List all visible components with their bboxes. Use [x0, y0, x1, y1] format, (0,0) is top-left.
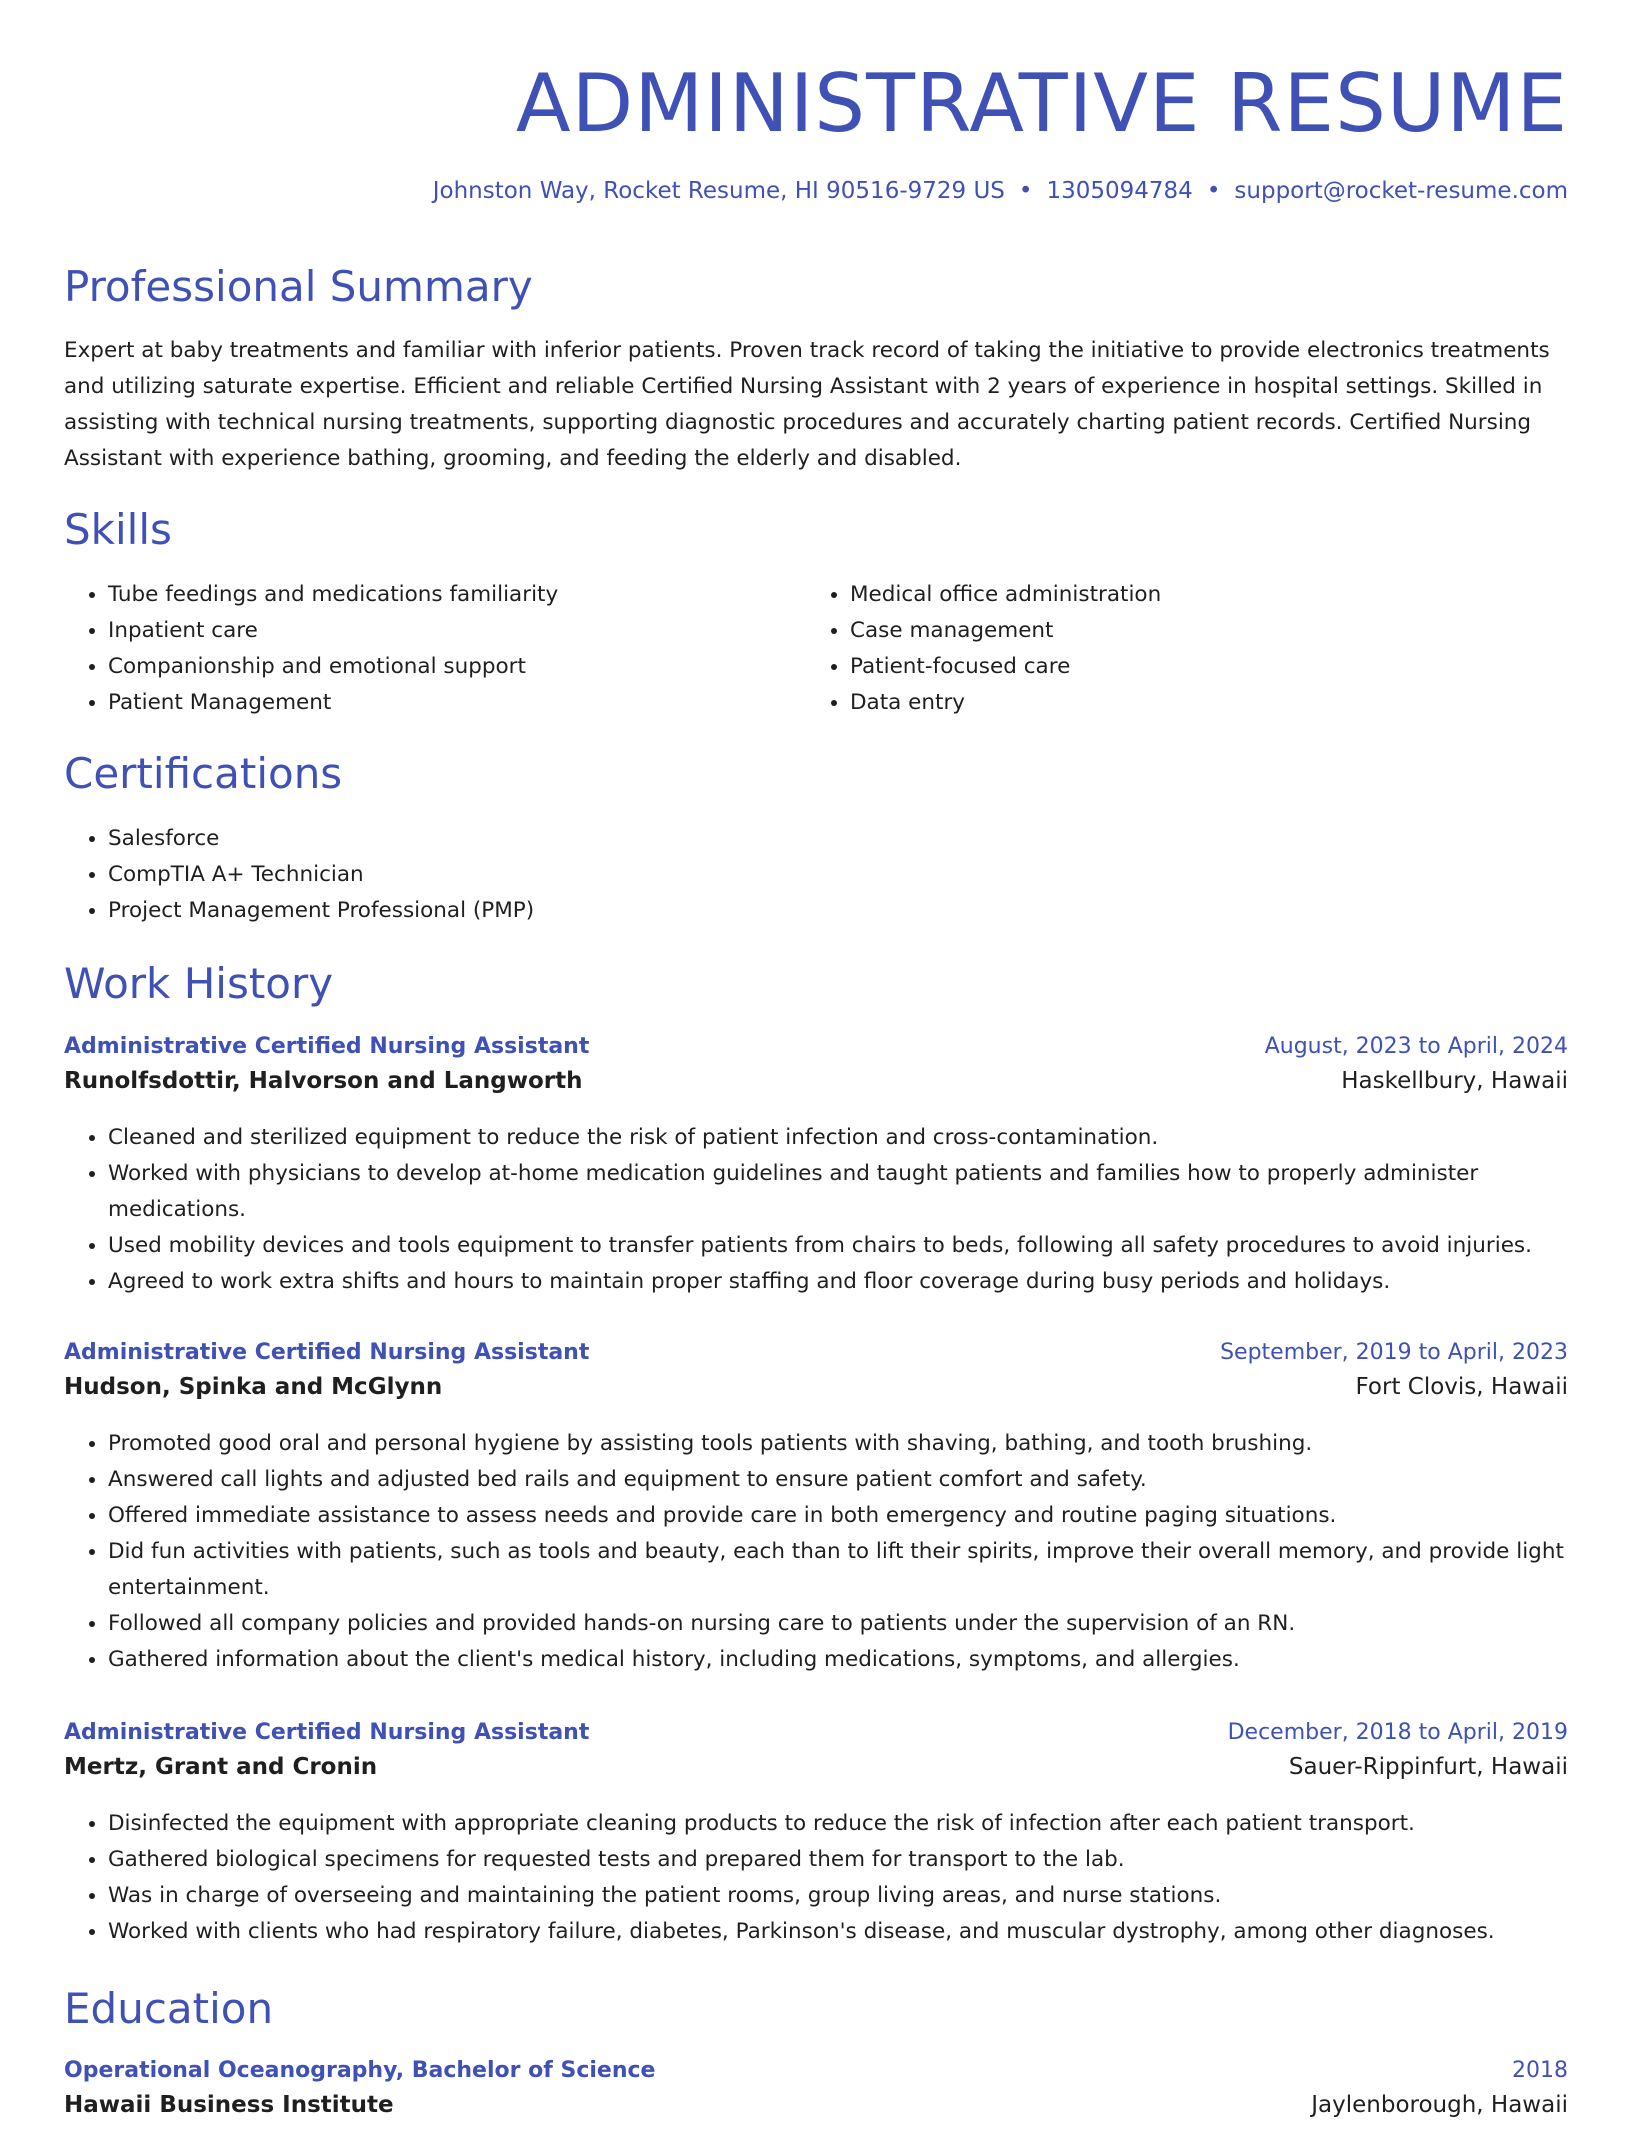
- skill-item: • Patient Management: [108, 685, 806, 721]
- education-location: Jaylenborough, Hawaii: [1311, 2092, 1568, 2118]
- section-heading-skills: Skills: [64, 505, 172, 554]
- education-school: Hawaii Business Institute: [64, 2092, 394, 2118]
- skill-item: • Patient-focused care: [850, 649, 1548, 685]
- job-bullet: • Offered immediate assistance to assess needs and provide care in both emergency and routine paging situations.: [108, 1498, 1568, 1534]
- job-company: Runolfsdottir, Halvorson and Langworth: [64, 1068, 583, 1094]
- job-title: Administrative Certified Nursing Assistant: [64, 1720, 590, 1745]
- skill-item: • Data entry: [850, 685, 1548, 721]
- contact-email[interactable]: support@rocket-resume.com: [1234, 178, 1568, 204]
- job-location: Fort Clovis, Hawaii: [1355, 1374, 1568, 1400]
- skill-item: • Case management: [850, 613, 1548, 649]
- job-dates: August, 2023 to April, 2024: [1264, 1034, 1568, 1059]
- certifications-list: [64, 821, 534, 929]
- job-bullet: • Did fun activities with patients, such as tools and beauty, each than to lift their spirits, improve their overall memory, and provide light entertainment.: [108, 1534, 1568, 1606]
- job-title: Administrative Certified Nursing Assistant: [64, 1034, 590, 1059]
- job-bullet: • Worked with clients who had respiratory failure, diabetes, Parkinson's disease, and muscular dystrophy, among other diagnoses.: [108, 1914, 1568, 1950]
- skills-column-right: [806, 577, 1548, 721]
- job-company: Mertz, Grant and Cronin: [64, 1754, 378, 1780]
- job-dates: September, 2019 to April, 2023: [1220, 1340, 1568, 1365]
- job-bullet: • Gathered biological specimens for requested tests and prepared them for transport to the lab.: [108, 1842, 1568, 1878]
- skills-column-left: [64, 577, 806, 721]
- contact-phone: 1305094784: [1046, 178, 1193, 204]
- section-heading-certifications: Certifications: [64, 749, 343, 798]
- resume-title: ADMINISTRATIVE RESUME: [515, 57, 1568, 150]
- job-entry: [64, 1340, 1568, 1678]
- skills-list: [64, 577, 1568, 721]
- skill-item: • Medical office administration: [850, 577, 1548, 613]
- job-entry: [64, 1034, 1568, 1300]
- job-location: Haskellbury, Hawaii: [1341, 1068, 1568, 1094]
- job-title: Administrative Certified Nursing Assistant: [64, 1340, 590, 1365]
- job-bullet: • Answered call lights and adjusted bed rails and equipment to ensure patient comfort and safety.: [108, 1462, 1568, 1498]
- job-bullet: • Worked with physicians to develop at-home medication guidelines and taught patients and families how to properly administer medications.: [108, 1156, 1568, 1228]
- contact-address: Johnston Way, Rocket Resume, HI 90516-9729 US: [432, 178, 1005, 204]
- education-entry: [64, 2058, 1568, 2144]
- skill-item: • Tube feedings and medications familiarity: [108, 577, 806, 613]
- certification-item: • Project Management Professional (PMP): [108, 893, 534, 929]
- job-entry: [64, 1720, 1568, 1950]
- job-bullet: • Was in charge of overseeing and maintaining the patient rooms, group living areas, and nurse stations.: [108, 1878, 1568, 1914]
- contact-separator: •: [1018, 178, 1033, 204]
- skill-item: • Companionship and emotional support: [108, 649, 806, 685]
- education-year: 2018: [1512, 2058, 1568, 2083]
- job-company: Hudson, Spinka and McGlynn: [64, 1374, 443, 1400]
- job-location: Sauer-Rippinfurt, Hawaii: [1288, 1754, 1568, 1780]
- job-bullet: • Gathered information about the client's medical history, including medications, symptoms, and allergies.: [108, 1642, 1568, 1678]
- job-bullet: • Cleaned and sterilized equipment to reduce the risk of patient infection and cross-contamination.: [108, 1120, 1568, 1156]
- section-heading-education: Education: [64, 1984, 274, 2033]
- section-heading-work-history: Work History: [64, 959, 334, 1008]
- contact-separator: •: [1206, 178, 1221, 204]
- job-bullet: • Promoted good oral and personal hygiene by assisting tools patients with shaving, bathing, and tooth brushing.: [108, 1426, 1568, 1462]
- certification-item: • CompTIA A+ Technician: [108, 857, 534, 893]
- skill-item: • Inpatient care: [108, 613, 806, 649]
- education-degree: Operational Oceanography, Bachelor of Science: [64, 2058, 656, 2083]
- certification-item: • Salesforce: [108, 821, 534, 857]
- job-bullet: • Followed all company policies and provided hands-on nursing care to patients under the supervision of an RN.: [108, 1606, 1568, 1642]
- summary-text: Expert at baby treatments and familiar with inferior patients. Proven track record of taking the initiative to provide electronics treatments and utilizing saturate expertise. Efficient and reliable Certified Nursing Assistant with 2 years of experience in hospital settings. Skilled in assisting with technical nursing treatments, supporting diagnostic procedures and accurately charting patient records. Certified Nursing Assistant with experience bathing, grooming, and feeding the elderly and disabled.: [64, 338, 1550, 471]
- section-heading-summary: Professional Summary: [64, 262, 533, 311]
- job-bullet: • Agreed to work extra shifts and hours to maintain proper staffing and floor coverage during busy periods and holidays.: [108, 1264, 1568, 1300]
- contact-line: [433, 178, 1568, 204]
- job-dates: December, 2018 to April, 2019: [1227, 1720, 1568, 1745]
- job-bullet: • Disinfected the equipment with appropriate cleaning products to reduce the risk of infection after each patient transport.: [108, 1806, 1568, 1842]
- job-bullet: • Used mobility devices and tools equipment to transfer patients from chairs to beds, following all safety procedures to avoid injuries.: [108, 1228, 1568, 1264]
